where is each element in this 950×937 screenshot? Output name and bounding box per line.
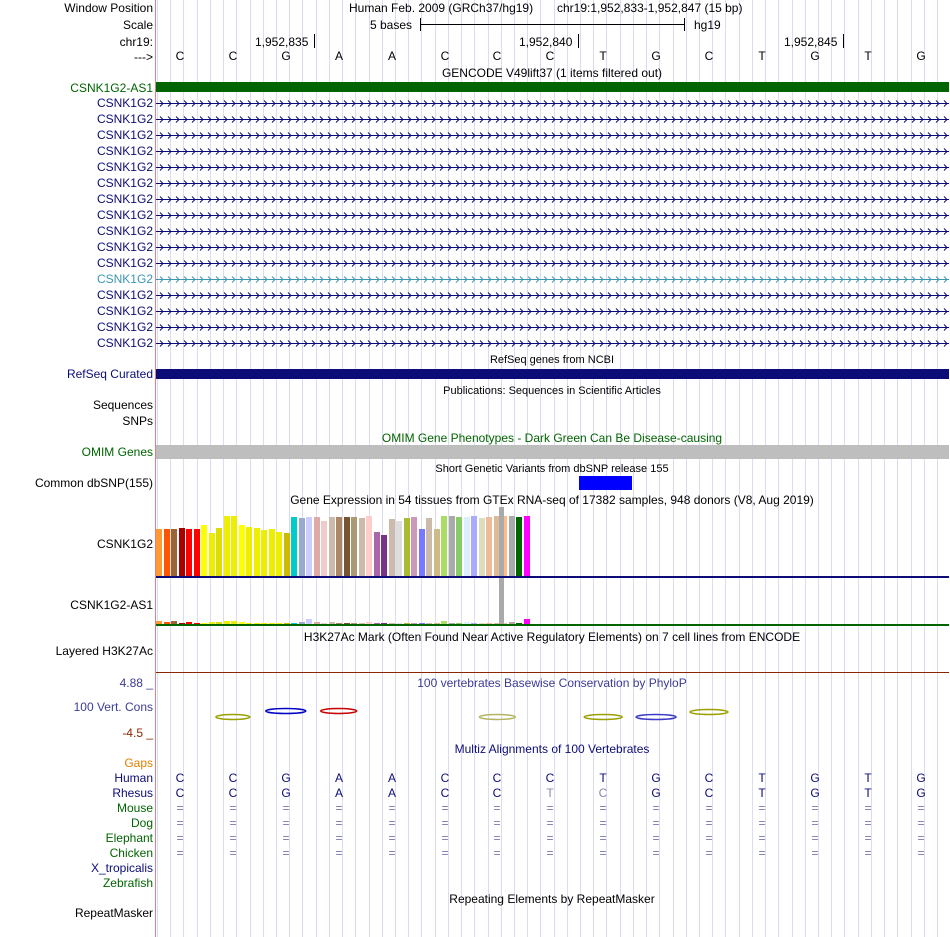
- phylop-logo: [636, 715, 676, 720]
- transcript-feature[interactable]: [156, 147, 949, 156]
- multiz-species-label[interactable]: Human: [114, 771, 153, 785]
- identity-mark: =: [493, 816, 501, 830]
- scale-bar-left-tick: [420, 18, 421, 31]
- phylop-logo: [479, 715, 515, 720]
- grid-line: [382, 0, 383, 937]
- human-base: C: [440, 771, 450, 785]
- label-separator: [155, 0, 156, 937]
- gtex-tissue-bar[interactable]: [389, 519, 395, 576]
- identity-mark: =: [176, 831, 184, 845]
- gtex-tissue-bar[interactable]: [516, 517, 522, 576]
- refseq-track-label[interactable]: RefSeq Curated: [66, 367, 153, 381]
- human-base: C: [492, 771, 502, 785]
- identity-mark: =: [705, 846, 713, 860]
- transcript-feature[interactable]: [156, 323, 949, 332]
- gene-label-csnk1g2[interactable]: CSNK1G2: [96, 128, 153, 142]
- base-letter: T: [599, 49, 607, 63]
- gene-label-csnk1g2[interactable]: CSNK1G2: [96, 224, 153, 238]
- multiz-species-label[interactable]: Rhesus: [112, 786, 153, 800]
- grid-line: [792, 0, 793, 937]
- gene-label-csnk1g2[interactable]: CSNK1G2: [96, 272, 153, 286]
- multiz-species-label[interactable]: Mouse: [116, 801, 153, 815]
- identity-mark: =: [282, 801, 290, 815]
- gtex-tissue-bar[interactable]: [291, 517, 297, 576]
- transcript-feature[interactable]: [156, 115, 949, 124]
- multiz-species-label[interactable]: Elephant: [105, 831, 153, 845]
- transcript-feature[interactable]: [156, 291, 949, 300]
- identity-mark: =: [388, 846, 396, 860]
- gtex-tissue-bar[interactable]: [299, 518, 305, 576]
- grid-line: [937, 0, 938, 937]
- gtex-tissue-bar[interactable]: [374, 532, 380, 576]
- human-base: C: [228, 771, 238, 785]
- grid-line: [725, 0, 726, 937]
- rhesus-base: C: [492, 786, 502, 800]
- identity-mark: =: [758, 846, 766, 860]
- grid-line: [911, 0, 912, 937]
- grid-line: [805, 0, 806, 937]
- grid-line: [316, 0, 317, 937]
- gene-label-csnk1g2[interactable]: CSNK1G2: [96, 160, 153, 174]
- identity-mark: =: [441, 801, 449, 815]
- grid-line: [223, 0, 224, 937]
- gtex-tissue-bar[interactable]: [419, 529, 425, 576]
- base-letter: G: [810, 49, 820, 63]
- coord-tick: [314, 34, 315, 48]
- multiz-species-label[interactable]: X_tropicalis: [90, 861, 153, 875]
- phylop-logo: [266, 709, 306, 714]
- omim-feature[interactable]: [156, 445, 949, 459]
- omim-track-label[interactable]: OMIM Genes: [81, 445, 153, 459]
- gene-label-csnk1g2[interactable]: CSNK1G2: [96, 336, 153, 350]
- gene-label-csnk1g2[interactable]: CSNK1G2: [96, 256, 153, 270]
- gtex-tissue-bar[interactable]: [351, 517, 357, 576]
- coord-label: 1,952,840: [519, 35, 573, 49]
- grid-line: [421, 0, 422, 937]
- gencode-track-title: GENCODE V49lift37 (1 items filtered out): [441, 66, 663, 80]
- identity-mark: =: [282, 816, 290, 830]
- identity-mark: =: [811, 816, 819, 830]
- transcript-feature[interactable]: [156, 131, 949, 140]
- transcript-feature[interactable]: [156, 195, 949, 204]
- identity-mark: =: [546, 831, 554, 845]
- gtex-tissue-bar[interactable]: [164, 529, 170, 576]
- gtex-tissue-bar[interactable]: [224, 516, 230, 576]
- gtex-tissue-bar[interactable]: [171, 529, 177, 576]
- identity-mark: =: [493, 846, 501, 860]
- multiz-species-label[interactable]: Zebrafish: [102, 876, 153, 890]
- identity-mark: =: [917, 816, 925, 830]
- grid-line: [884, 0, 885, 937]
- identity-mark: =: [441, 816, 449, 830]
- multiz-gaps-label[interactable]: Gaps: [124, 756, 153, 770]
- gtex-tissue-bar[interactable]: [344, 517, 350, 576]
- base-letter: T: [758, 49, 766, 63]
- human-base: G: [916, 771, 926, 785]
- gtex-label-csnk1g2[interactable]: CSNK1G2: [96, 537, 153, 551]
- human-base: C: [175, 771, 185, 785]
- identity-mark: =: [758, 816, 766, 830]
- grid-line: [699, 0, 700, 937]
- gtex-tissue-bar[interactable]: [239, 525, 245, 576]
- multiz-species-label[interactable]: Chicken: [109, 846, 153, 860]
- gtex-tissue-bar[interactable]: [321, 521, 327, 576]
- phylop-max: 4.88 _: [119, 676, 153, 690]
- gtex-tissue-bar[interactable]: [261, 530, 267, 576]
- grid-line: [408, 0, 409, 937]
- gene-label-csnk1g2[interactable]: CSNK1G2: [96, 208, 153, 222]
- gtex-tissue-bar[interactable]: [194, 529, 200, 576]
- identity-mark: =: [229, 831, 237, 845]
- identity-mark: =: [758, 831, 766, 845]
- gtex-tissue-bar[interactable]: [156, 529, 162, 576]
- gene-label-csnk1g2[interactable]: CSNK1G2: [96, 320, 153, 334]
- gtex-tissue-bar[interactable]: [306, 517, 312, 576]
- base-letter: A: [387, 49, 397, 63]
- rhesus-base: G: [916, 786, 926, 800]
- identity-mark: =: [758, 801, 766, 815]
- identity-mark: =: [917, 846, 925, 860]
- identity-mark: =: [282, 831, 290, 845]
- identity-mark: =: [176, 846, 184, 860]
- rhesus-base: A: [387, 786, 397, 800]
- db-text: hg19: [694, 18, 721, 32]
- rhesus-base: G: [810, 786, 820, 800]
- gene-feature-csnk1g2-as1[interactable]: [156, 82, 949, 92]
- identity-mark: =: [599, 816, 607, 830]
- human-base: A: [334, 771, 344, 785]
- identity-mark: =: [652, 801, 660, 815]
- coord-tick: [843, 34, 844, 48]
- gene-label-csnk1g2-as1[interactable]: CSNK1G2-AS1: [70, 81, 153, 95]
- h3k27ac-baseline: [156, 672, 949, 673]
- base-letter: A: [334, 49, 344, 63]
- identity-mark: =: [705, 801, 713, 815]
- rhesus-base: T: [864, 786, 872, 800]
- base-letter: G: [651, 49, 661, 63]
- grid-line: [197, 0, 198, 937]
- base-letter: C: [492, 49, 502, 63]
- identity-mark: =: [388, 801, 396, 815]
- rhesus-base: T: [758, 786, 766, 800]
- human-base: G: [651, 771, 661, 785]
- identity-mark: =: [335, 801, 343, 815]
- repeatmasker-track-title: Repeating Elements by RepeatMasker: [449, 892, 655, 906]
- pubs-track-title: Publications: Sequences in Scientific Articles: [443, 385, 661, 397]
- identity-mark: =: [864, 846, 872, 860]
- transcript-feature[interactable]: [156, 227, 949, 236]
- transcript-feature[interactable]: [156, 275, 949, 284]
- gtex-tissue-bar[interactable]: [396, 521, 402, 576]
- refseq-track-title: RefSeq genes from NCBI: [489, 354, 615, 366]
- identity-mark: =: [917, 801, 925, 815]
- grid-line: [369, 0, 370, 937]
- identity-mark: =: [335, 846, 343, 860]
- gtex-tissue-bar[interactable]: [524, 516, 530, 576]
- identity-mark: =: [229, 846, 237, 860]
- identity-mark: =: [493, 801, 501, 815]
- grid-line: [302, 0, 303, 937]
- rhesus-base: G: [651, 786, 661, 800]
- gtex-tissue-bar[interactable]: [426, 518, 432, 576]
- gtex-label-csnk1g2-as1[interactable]: CSNK1G2-AS1: [70, 598, 153, 612]
- h3k27ac-track-title: H3K27Ac Mark (Often Found Near Active Regulatory Elements) on 7 cell lines from ENCODE: [303, 630, 801, 644]
- transcript-feature[interactable]: [156, 259, 949, 268]
- gtex-tissue-bar[interactable]: [314, 517, 320, 576]
- gtex-tissue-bar[interactable]: [231, 516, 237, 576]
- identity-mark: =: [864, 801, 872, 815]
- human-base: T: [864, 771, 872, 785]
- human-base: C: [704, 771, 714, 785]
- identity-mark: =: [335, 831, 343, 845]
- identity-mark: =: [441, 831, 449, 845]
- identity-mark: =: [917, 831, 925, 845]
- phylop-logo: [584, 715, 622, 720]
- gtex-baseline-1: [156, 576, 949, 578]
- identity-mark: =: [599, 831, 607, 845]
- scale-text: 5 bases: [370, 18, 413, 32]
- rhesus-base: C: [228, 786, 238, 800]
- phylop-track-label[interactable]: 100 Vert. Cons: [73, 700, 153, 714]
- base-letter: G: [916, 49, 926, 63]
- identity-mark: =: [705, 816, 713, 830]
- pubs-sequences-label[interactable]: Sequences: [92, 398, 153, 412]
- grid-line: [355, 0, 356, 937]
- pubs-snps-label[interactable]: SNPs: [122, 414, 153, 428]
- coord-label: 1,952,835: [255, 35, 309, 49]
- grid-line: [831, 0, 832, 937]
- rhesus-base: C: [440, 786, 450, 800]
- transcript-feature[interactable]: [156, 179, 949, 188]
- identity-mark: =: [546, 846, 554, 860]
- transcript-feature[interactable]: [156, 211, 949, 220]
- gtex-tissue-bar[interactable]: [359, 518, 365, 576]
- gtex-tissue-bar[interactable]: [411, 517, 417, 576]
- identity-mark: =: [864, 831, 872, 845]
- gtex-tissue-bar[interactable]: [464, 517, 470, 576]
- multiz-track-title: Multiz Alignments of 100 Vertebrates: [454, 742, 650, 756]
- phylop-logo: [216, 715, 250, 720]
- gtex-tissue-bar[interactable]: [381, 535, 387, 576]
- identity-mark: =: [811, 846, 819, 860]
- repeatmasker-track-label[interactable]: RepeatMasker: [74, 906, 153, 920]
- scale-bar-right-tick: [684, 18, 685, 31]
- grid-line: [858, 0, 859, 937]
- omim-track-title: OMIM Gene Phenotypes - Dark Green Can Be Disease-causing: [381, 431, 723, 445]
- assembly-title: Human Feb. 2009 (GRCh37/hg19): [349, 1, 534, 15]
- transcript-feature[interactable]: [156, 339, 949, 348]
- dbsnp-track-label[interactable]: Common dbSNP(155): [34, 476, 153, 490]
- dbsnp-variant[interactable]: [579, 476, 632, 490]
- phylop-logo: [321, 709, 357, 714]
- gtex-tissue-bar[interactable]: [329, 517, 335, 576]
- phylop-min: -4.5 _: [122, 726, 153, 740]
- identity-mark: =: [705, 831, 713, 845]
- identity-mark: =: [652, 831, 660, 845]
- gtex-tissue-bar[interactable]: [486, 517, 492, 576]
- gene-label-csnk1g2[interactable]: CSNK1G2: [96, 240, 153, 254]
- grid-line: [263, 0, 264, 937]
- gene-label-csnk1g2[interactable]: CSNK1G2: [96, 96, 153, 110]
- grid-line: [250, 0, 251, 937]
- human-base: G: [810, 771, 820, 785]
- identity-mark: =: [441, 846, 449, 860]
- rhesus-base: C: [175, 786, 185, 800]
- identity-mark: =: [229, 816, 237, 830]
- rhesus-base: C: [704, 786, 714, 800]
- identity-mark: =: [864, 816, 872, 830]
- gene-label-csnk1g2[interactable]: CSNK1G2: [96, 304, 153, 318]
- identity-mark: =: [388, 816, 396, 830]
- h3k27ac-track-label[interactable]: Layered H3K27Ac: [55, 644, 153, 658]
- gtex-tissue-bar[interactable]: [284, 533, 290, 576]
- gtex-gray-marker: [499, 507, 504, 626]
- gtex-tissue-bar[interactable]: [456, 517, 462, 576]
- scale-bar: [420, 24, 684, 25]
- grid-line: [170, 0, 171, 937]
- gtex-tissue-bar[interactable]: [246, 527, 252, 576]
- identity-mark: =: [229, 801, 237, 815]
- identity-mark: =: [546, 801, 554, 815]
- gtex-tissue-bar[interactable]: [179, 528, 185, 576]
- gtex-tissue-bar[interactable]: [276, 532, 282, 576]
- scale-label: Scale: [122, 18, 153, 32]
- grid-line: [673, 0, 674, 937]
- base-letter: C: [704, 49, 714, 63]
- gtex-baseline-2: [156, 624, 949, 626]
- identity-mark: =: [388, 831, 396, 845]
- gene-label-csnk1g2[interactable]: CSNK1G2: [96, 288, 153, 302]
- identity-mark: =: [335, 816, 343, 830]
- gtex-tissue-bar[interactable]: [441, 516, 447, 576]
- refseq-feature[interactable]: [156, 369, 949, 379]
- rhesus-base: T: [546, 786, 554, 800]
- gtex-tissue-bar[interactable]: [209, 533, 215, 576]
- human-base: A: [387, 771, 397, 785]
- identity-mark: =: [652, 816, 660, 830]
- dbsnp-track-title: Short Genetic Variants from dbSNP release 155: [435, 463, 669, 475]
- identity-mark: =: [652, 846, 660, 860]
- gtex-tissue-bar[interactable]: [471, 516, 477, 576]
- strand-label: --->: [134, 50, 153, 64]
- phylop-logos: [156, 705, 949, 725]
- base-letter: C: [440, 49, 450, 63]
- gtex-track-title: Gene Expression in 54 tissues from GTEx RNA-seq of 17382 samples, 948 donors (V8, Aug 2019): [290, 493, 814, 507]
- gtex-tissue-bar[interactable]: [509, 516, 515, 576]
- phylop-logo: [690, 710, 728, 715]
- gtex-tissue-bar[interactable]: [254, 528, 260, 576]
- gtex-tissue-bar[interactable]: [201, 525, 207, 576]
- transcript-feature[interactable]: [156, 163, 949, 172]
- base-letter: G: [281, 49, 291, 63]
- coord-tick: [578, 34, 579, 48]
- identity-mark: =: [176, 816, 184, 830]
- gene-label-csnk1g2[interactable]: CSNK1G2: [96, 176, 153, 190]
- window-position-label: Window Position: [64, 1, 153, 15]
- transcript-feature[interactable]: [156, 307, 949, 316]
- grid-line: [157, 0, 158, 937]
- gtex-tissue-bar[interactable]: [404, 518, 410, 576]
- grid-line: [686, 0, 687, 937]
- rhesus-base: A: [334, 786, 344, 800]
- gtex-tissue-bar[interactable]: [479, 518, 485, 576]
- grid-line: [276, 0, 277, 937]
- human-base: T: [758, 771, 766, 785]
- base-letter: C: [228, 49, 238, 63]
- gene-label-csnk1g2[interactable]: CSNK1G2: [96, 192, 153, 206]
- base-letter: T: [864, 49, 872, 63]
- grid-line: [752, 0, 753, 937]
- identity-mark: =: [811, 801, 819, 815]
- grid-line: [778, 0, 779, 937]
- grid-line: [739, 0, 740, 937]
- gtex-tissue-bar[interactable]: [216, 528, 222, 576]
- rhesus-base: C: [598, 786, 608, 800]
- base-letter: C: [545, 49, 555, 63]
- identity-mark: =: [546, 816, 554, 830]
- identity-mark: =: [176, 801, 184, 815]
- transcript-feature[interactable]: [156, 99, 949, 108]
- rhesus-base: G: [281, 786, 291, 800]
- grid-line: [210, 0, 211, 937]
- identity-mark: =: [493, 831, 501, 845]
- grid-line: [844, 0, 845, 937]
- gtex-tissue-bar[interactable]: [434, 529, 440, 576]
- identity-mark: =: [282, 846, 290, 860]
- chr-label: chr19:: [119, 35, 153, 49]
- human-base: C: [545, 771, 555, 785]
- gtex-tissue-bar[interactable]: [186, 529, 192, 576]
- coord-label: 1,952,845: [784, 35, 838, 49]
- gtex-tissue-bar[interactable]: [366, 516, 372, 576]
- human-base: T: [599, 771, 607, 785]
- grid-line: [329, 0, 330, 937]
- identity-mark: =: [811, 831, 819, 845]
- position-text: chr19:1,952,833-1,952,847 (15 bp): [557, 1, 743, 15]
- human-base: G: [281, 771, 291, 785]
- gtex-tissue-bar[interactable]: [336, 517, 342, 576]
- base-letter: C: [175, 49, 185, 63]
- grid-line: [897, 0, 898, 937]
- gtex-tissue-bar[interactable]: [449, 516, 455, 576]
- multiz-species-label[interactable]: Dog: [130, 816, 153, 830]
- transcript-feature[interactable]: [156, 243, 949, 252]
- gene-label-csnk1g2[interactable]: CSNK1G2: [96, 144, 153, 158]
- identity-mark: =: [599, 846, 607, 860]
- phylop-track-title: 100 vertebrates Basewise Conservation by PhyloP: [417, 676, 687, 690]
- identity-mark: =: [599, 801, 607, 815]
- gene-label-csnk1g2[interactable]: CSNK1G2: [96, 112, 153, 126]
- gtex-tissue-bar[interactable]: [269, 529, 275, 576]
